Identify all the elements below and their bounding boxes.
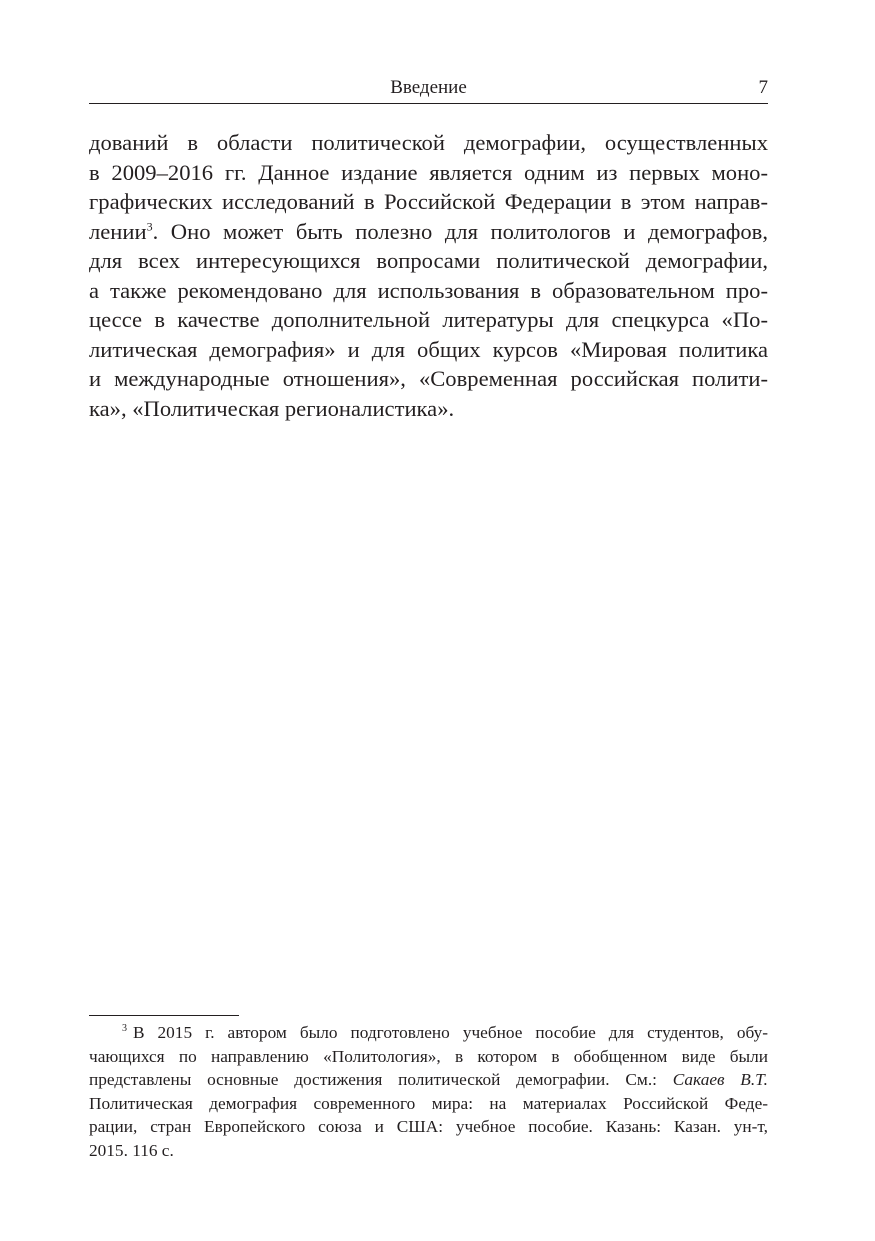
footnote-line: 2015. 116 с. [89, 1140, 174, 1160]
footnote-line: Политическая демография современного мира: на материалах Российской Феде- [89, 1093, 768, 1113]
body-line: для всех интересующихся вопросами политической демографии, [89, 248, 768, 273]
footnote-line [89, 1068, 768, 1092]
footnote-line: рации, стран Европейского союза и США: учебное пособие. Казань: Казан. ун-т, [89, 1117, 768, 1137]
footnote [89, 1021, 768, 1163]
footnote-line-text: В 2015 г. автором было подготовлено учебное пособие для студентов, обу- [133, 1023, 768, 1042]
footnote-line [89, 1021, 768, 1045]
body-line: и международные отношения», «Современная российская полити- [89, 366, 768, 391]
footnote-separator [89, 1015, 239, 1016]
footnote-line: чающихся по направлению «Политология», в котором в обобщенном виде были [89, 1046, 768, 1066]
body-line-text: лении [89, 218, 147, 244]
footnote-mark: 3 [122, 1023, 127, 1035]
header-title: Введение [390, 77, 467, 98]
body-line-text: . Оно может быть полезно для политологов и демографов, [152, 218, 768, 244]
body-line: графических исследований в Российской Федерации в этом направ- [89, 189, 768, 214]
footnote-line-text: представлены основные достижения политической демографии. См.: [89, 1070, 657, 1090]
body-line: а также рекомендовано для использования в образовательном про- [89, 277, 768, 303]
body-line: дований в области политической демографии, осуществленных [89, 130, 768, 155]
page-number: 7 [758, 77, 768, 98]
running-header [89, 76, 768, 104]
footnote-reference[interactable]: 3 [146, 218, 153, 233]
footnote-author: Сакаев В.Т. [672, 1070, 769, 1090]
body-line [89, 217, 768, 247]
body-line: в 2009–2016 гг. Данное издание является одним из первых моно- [89, 159, 768, 185]
body-line: литическая демография» и для общих курсов «Мировая политика [89, 336, 768, 362]
body-line: ка», «Политическая регионалистика». [89, 395, 455, 421]
body-line: цессе в качестве дополнительной литературы для спецкурса «По- [89, 307, 768, 332]
body-paragraph [89, 128, 768, 423]
